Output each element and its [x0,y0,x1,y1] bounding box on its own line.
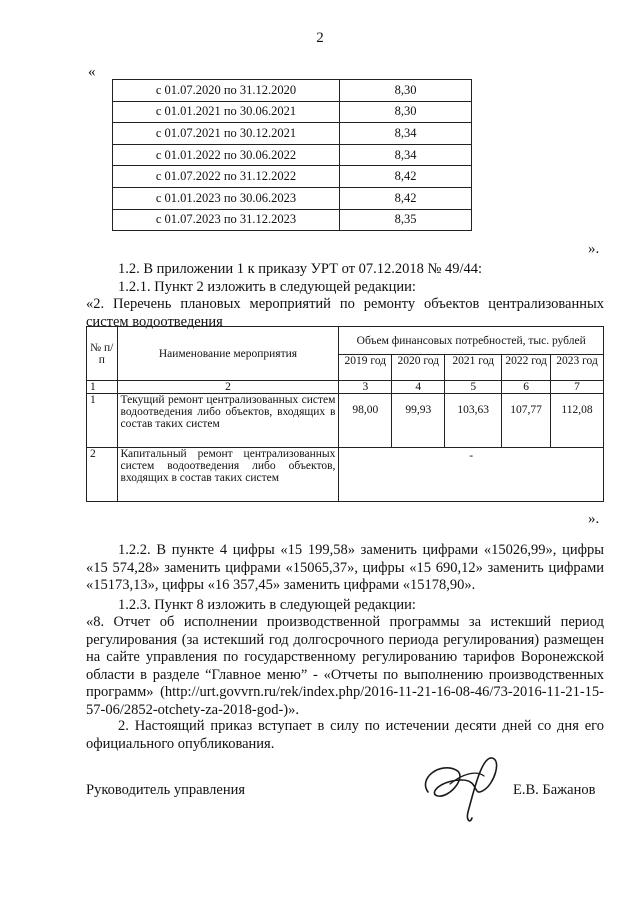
index-row [87,381,604,394]
paragraph-2: 2. Настоящий приказ вступает в силу по истечении десяти дней со дня его официального опубликования. [86,718,604,752]
rate-cell: 8,35 [340,209,472,231]
signatory-role: Руководитель управления [86,782,246,798]
measures-table [86,326,604,502]
year-2019: 2019 год [339,355,392,381]
index-cell: 3 [339,381,392,394]
table-row [113,144,472,166]
year-2022: 2022 год [502,355,551,381]
value-2019: 98,00 [339,394,392,448]
table-row [113,166,472,188]
paragraph-8: «8. Отчет об исполнении производственной программы за истекший период регулирования (за истекший год долгосрочного периода регулирования) размещен на сайте управления по государственному регулированию тарифов Воронежской области в разделе “Главное меню” - «Отчеты по выполнению производственных программ» (http://urt.govvrn.ru/rek/index.php/2016-11-21-16-08-46/73-2016-11-21-15-57-06/2852-otchety-za-2018-god-)». [86,614,604,718]
period-cell: с 01.01.2022 по 30.06.2022 [113,144,340,166]
close-quote: ». [588,511,600,527]
table-row [113,187,472,209]
year-2020: 2020 год [392,355,445,381]
rate-cell: 8,42 [340,166,472,188]
table-row [113,209,472,231]
handwritten-signature [410,740,520,830]
table-row [113,123,472,145]
row-num: 2 [87,448,118,502]
rate-cell: 8,34 [340,123,472,145]
paragraph-1-2: 1.2. В приложении 1 к приказу УРТ от 07.12.2018 № 49/44: [118,261,483,277]
period-cell: с 01.07.2023 по 31.12.2023 [113,209,340,231]
signatory-name: Е.В. Бажанов [513,782,596,798]
period-cell: с 01.07.2022 по 31.12.2022 [113,166,340,188]
year-2023: 2023 год [551,355,604,381]
rate-cell: 8,42 [340,187,472,209]
value-2020: 99,93 [392,394,445,448]
header-num: № п/п [87,327,118,381]
index-cell: 5 [445,381,502,394]
index-cell: 6 [502,381,551,394]
table-row [113,101,472,123]
list-title: «2. Перечень плановых мероприятий по ремонту объектов централизованных систем водоотведения [86,296,604,330]
measure-name: Текущий ремонт централизованных систем водоотведения либо объектов, входящих в состав таких систем [117,394,339,448]
rates-table [112,79,472,231]
rate-cell: 8,34 [340,144,472,166]
year-2021: 2021 год [445,355,502,381]
period-cell: с 01.07.2021 по 30.12.2021 [113,123,340,145]
index-cell: 2 [117,381,339,394]
value-2022: 107,77 [502,394,551,448]
close-quote: ». [588,241,600,257]
page-number: 2 [316,30,324,46]
header-finance: Объем финансовых потребностей, тыс. рублей [339,327,604,355]
period-cell: с 01.01.2023 по 30.06.2023 [113,187,340,209]
value-2023: 112,08 [551,394,604,448]
rate-cell: 8,30 [340,80,472,102]
paragraph-1-2-2: 1.2.2. В пункте 4 цифры «15 199,58» заменить цифрами «15026,99», цифры «15 574,28» заменить цифрами «15065,37», цифры «15 690,12» заменить цифрами «15173,13», цифры «16 357,45» заменить цифрами «15178,90». [86,542,604,593]
period-cell: с 01.01.2021 по 30.06.2021 [113,101,340,123]
table-row [113,80,472,102]
header-name: Наименование мероприятия [117,327,339,381]
row-num: 1 [87,394,118,448]
paragraph-1-2-1: 1.2.1. Пункт 2 изложить в следующей редакции: [118,279,416,295]
index-cell: 1 [87,381,118,394]
value-dash: - [339,448,604,502]
paragraph-1-2-3: 1.2.3. Пункт 8 изложить в следующей редакции: [118,597,416,613]
value-2021: 103,63 [445,394,502,448]
period-cell: с 01.07.2020 по 31.12.2020 [113,80,340,102]
table-row [87,448,604,502]
rate-cell: 8,30 [340,101,472,123]
table-row [87,394,604,448]
index-cell: 7 [551,381,604,394]
open-quote: « [88,64,96,80]
measure-name: Капитальный ремонт централизованных систем водоотведения либо объектов, входящих в состав таких систем [117,448,339,502]
index-cell: 4 [392,381,445,394]
